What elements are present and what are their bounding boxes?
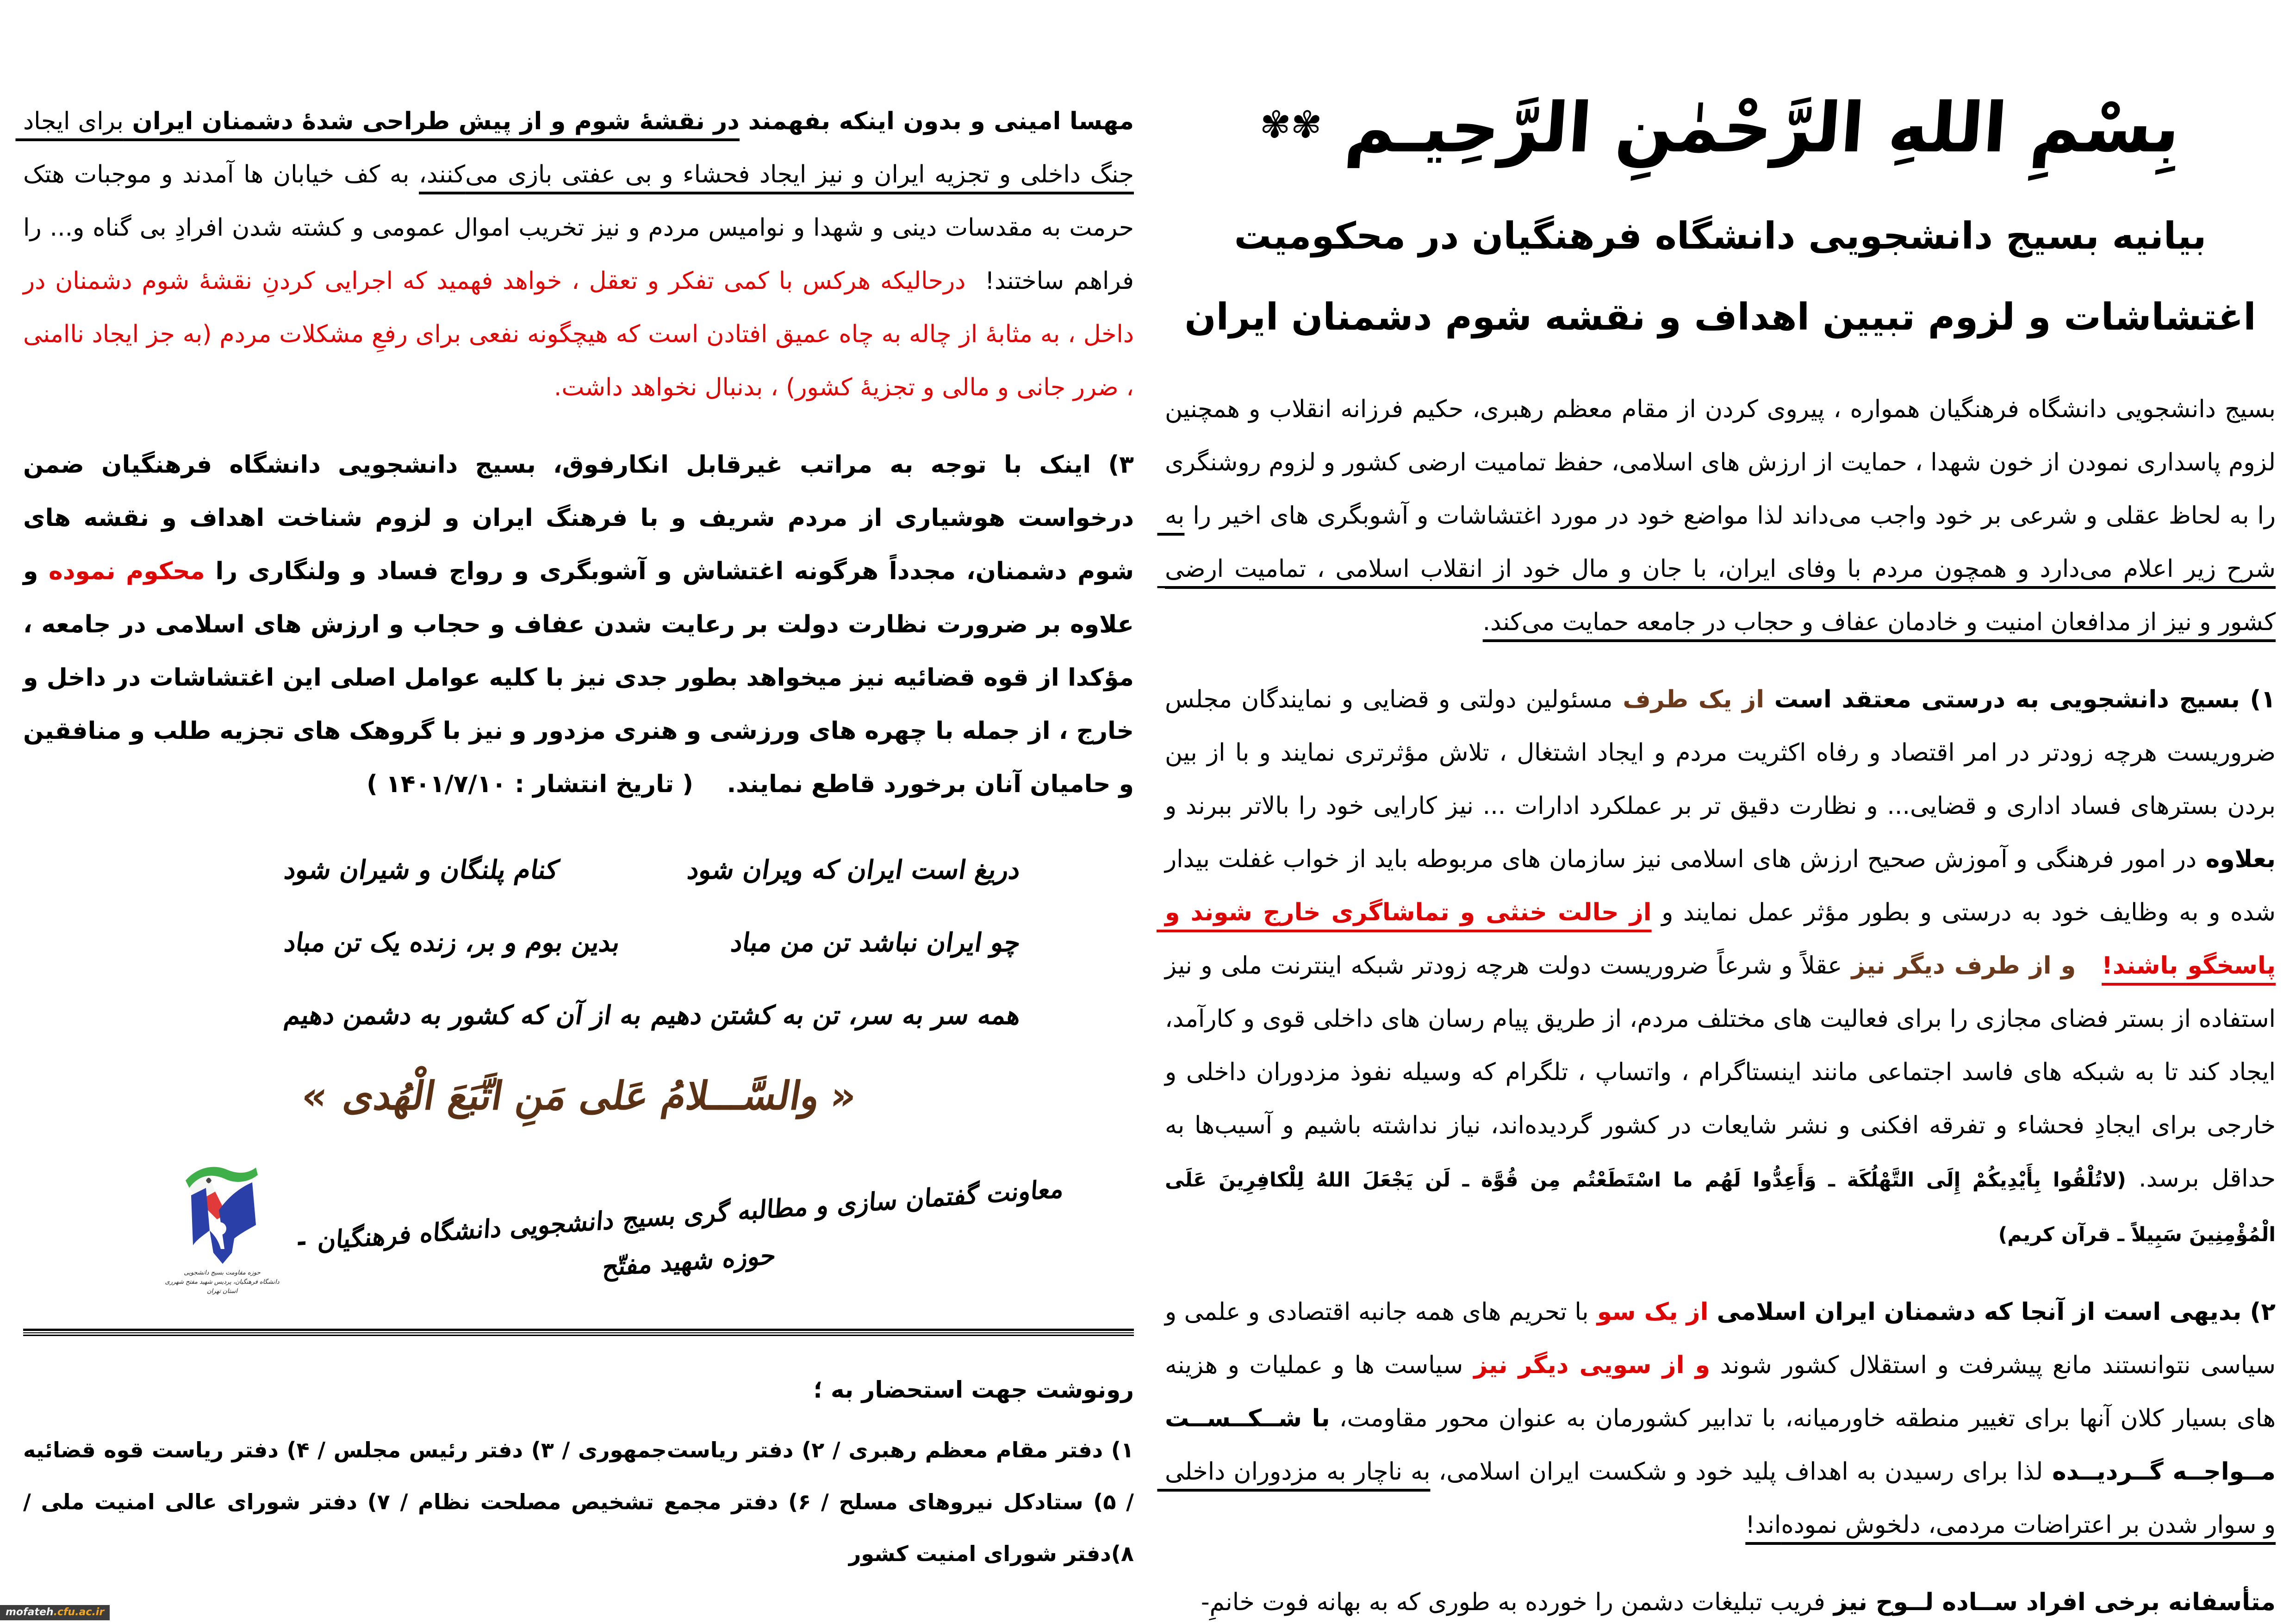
item-2-paragraph: ۲) بدیهی است از آنجا که دشمنان ایران اسلامی از یک سو با تحریم های همه جانبه اقتصادی و علمی و سیاسی نتوانستند مانع پیشرفت و استقلال کشور شوند و از سویی دیگر نیز سیاست ها و عملیات و هزینه های بسیار کلان آنها برای تغییر منطقه خاورمیانه، با تدابیر کشورمان به عنوان محور مقاومت، با شــکــســت مــواجــه گــردیــده لذا برای رسیدن به اهداف پلید خود و شکست ایران اسلامی، به ناچار به مزدوران داخلی و سوار شدن بر اعتراضات مردمی، دلخوش نموده‌اند! bbox=[1156, 1298, 2276, 1539]
signature-row bbox=[162, 1160, 1078, 1296]
poem-couplet bbox=[282, 1000, 1018, 1031]
bismillah-text: بِسْمِ اللهِ الرَّحْمٰنِ الرَّحِیـم bbox=[1343, 88, 2183, 168]
poem-hemistich-right: همه سر به سر، تن به کشتن دهیم bbox=[648, 1000, 1020, 1031]
bismillah-calligraphy bbox=[1161, 69, 2279, 172]
poem-couplet bbox=[282, 855, 1018, 885]
ferdowsi-poem bbox=[282, 855, 1018, 1031]
column-break-line: متأسفانه برخی افراد ســاده لــوح نیز فریب تبلیغات دشمن را خورده به طوری که به بهانه فوت خانمِ- bbox=[1201, 1588, 2276, 1616]
poem-hemistich-left: کنام پلنگان و شیران شود bbox=[280, 855, 559, 885]
poem-hemistich-right: دریغ است ایران که ویران شود bbox=[684, 855, 1020, 885]
right-column bbox=[1156, 69, 2276, 1624]
footer-separator-line bbox=[23, 1329, 1134, 1337]
site-watermark bbox=[0, 1605, 110, 1620]
watermark-site: mofateh bbox=[6, 1606, 54, 1618]
walsalam-calligraphy: « والسَّـــلامُ عَلی مَنِ اتَّبَعَ الْهُدی » bbox=[299, 1073, 858, 1118]
poem-hemistich-left: به از آن که کشور به دشمن دهیم bbox=[280, 1000, 641, 1031]
left-column bbox=[14, 95, 1134, 1580]
poem-hemistich-right: چو ایران نباشد تن من مباد bbox=[727, 928, 1020, 958]
item-1-paragraph: ۱) بسیج دانشجویی به درستی معتقد است از یک طرف مسئولین دولتی و قضایی و نمایندگان مجلس ضروریست هرچه زودتر در امر اقتصاد و رفاه اکثریت مردم و ایجاد اشتغال ، تلاش مؤثرتری نمایند و با از بین بردن بسترهای فساد اداری و قضایی... و نظارت دقیق تر بر عملکرد ادارات ... نیز کارایی خود را بالاتر ببرند و بعلاوه در امور فرهنگی و آموزش صحیح ارزش های اسلامی نیز سازمان های مربوطه باید از خواب غفلت بیدار شده و به وظایف خود به درستی و بطور مؤثر عمل نمایند و از حالت خنثی و تماشاگری خارج شوند و پاسخگو باشند! و از طرف دیگر نیز عقلاً و شرعاً ضروریست دولت هرچه زودتر شبکه اینترنت ملی و نیز استفاده از بستر فضای مجازی را برای فعالیت های مختلف مردم، از طریق پیام رسان های داخلی قوی و کارآمد، ایجاد کند تا به شبکه های فاسد اجتماعی مانند اینستاگرام ، واتساپ ، تلگرام که وسیله نفوذ مزدوران داخلی و خارجی برای ایجادِ فحشاء و تفرقه افکنی و نشر شایعات در کشور گردیده‌اند، نیاز نداشته باشیم و آسیب‌ها به حداقل برسد. (لاتُلْقُوا بِأَیْدِیکُمْ إِلَی التَّهْلُکَة ـ وَأَعِدُّوا لَهُم ما اسْتَطَعْتُم مِن قُوَّة ـ لَن یَجْعَلَ اللهُ لِلْکافِرِینَ عَلَی الْمُؤْمِنِینَ سَبِیلاً ـ قرآن کریم) bbox=[1156, 686, 2276, 1246]
item-3-paragraph: ۳) اینک با توجه به مراتب غیرقابل انکارفوق، بسیج دانشجویی دانشگاه فرهنگیان ضمن درخواست هوشیاری از مردم شریف و با فرهنگ ایران و لزوم شناخت اهداف و نقشه های شوم دشمنان، مجدداً هرگونه اغتشاش و آشوبگری و رواج فساد و ولنگاری را محکوم نموده و علاوه بر ضرورت نظارت دولت بر رعایت شدن عفاف و حجاب و ارزش های اسلامی در جامعه ، مؤکدا از قوه قضائیه نیز میخواهد بطور جدی نیز با کلیه عوامل اصلی این اغتشاشات در داخل و خارج ، از جمله با چهره های ورزشی و هنری مزدور و نیز با گروهک های تجزیه طلب و منافقین و حامیان آنان برخورد قاطع نمایند. ( تاریخ انتشار : ۱۴۰۱/۷/۱۰ ) bbox=[14, 451, 1134, 798]
logo-caption: حوزه مقاومت بسیج دانشجویی دانشگاه فرهنگیان، پردیس شهید مفتح شهرری استان تهران bbox=[165, 1269, 280, 1295]
watermark-domain: .cfu.ac.ir bbox=[53, 1606, 105, 1618]
continuation-paragraph: مهسا امینی و بدون اینکه بفهمند در نقشهٔ شوم و از پیش طراحی شدهٔ دشمنان ایران برای ایجاد جنگ داخلی و تجزیه ایران و نیز ایجاد فحشاء و بی عفتی بازی می‌کنند، به کف خیابان ها آمدند و موجبات هتک حرمت به مقدسات دینی و شهدا و نوامیس مردم و نیز تخریب اموال عمومی و کشته شدن افرادِ بی گناه و... را فراهم ساختند! درحالیکه هرکس با کمی تفکر و تعقل ، خواهد فهمید که اجرایی کردنِ نقشهٔ شوم دشمنان در داخل ، به مثابهٔ از چاله به چاه عمیق افتادن است که هیچگونه نفعی برای رفعِ مشکلات مردم (به جز ایجاد ناامنی ، ضرر جانی و مالی و تجزیهٔ کشور) ، بدنبال نخواهد داشت. bbox=[15, 107, 1134, 401]
poem-couplet bbox=[282, 928, 1018, 958]
farhangian-university-logo-icon bbox=[178, 1260, 266, 1268]
copy-distribution-heading: رونوشت جهت استحضار به ؛ bbox=[813, 1376, 1134, 1403]
logo-box bbox=[162, 1160, 282, 1296]
statement-title: بیانیه بسیج دانشجویی دانشگاه فرهنگیان در محکومیت اغتشاشات و لزوم تبیین اهداف و نقشه شوم دشمنان ایران bbox=[1184, 214, 2256, 338]
intro-paragraph: بسیج دانشجویی دانشگاه فرهنگیان همواره ، پیروی کردن از مقام معظم رهبری، حکیم فرزانه انقلاب و همچنین لزوم پاسداری نمودن از خون شهدا ، حمایت از ارزش های اسلامی، حفظ تمامیت ارضی کشور و لزوم روشنگری را به لحاظ عقلی و شرعی بر خود واجب می‌داند لذا مواضع خود در مورد اغتشاشات و آشوبگری های اخیر را به شرح زیر اعلام می‌دارد و همچون مردم با وفای ایران، با جان و مال خود از انقلاب اسلامی ، تمامیت ارضی کشور و نیز از مدافعان امنیت و خادمان عفاف و حجاب در جامعه حمایت می‌کند. bbox=[1157, 395, 2276, 636]
signature-line: معاونت گفتمان سازی و مطالبه گری بسیج دانشجویی دانشگاه فرهنگیان - حوزه شهید مفتّح bbox=[294, 1174, 1064, 1282]
rosette-ornament-icon: ✾✾ bbox=[1258, 103, 1324, 146]
poem-hemistich-left: بدین بوم و بر، زنده یک تن مباد bbox=[280, 928, 620, 958]
distribution-list: ۱) دفتر مقام معظم رهبری / ۲) دفتر ریاست‌جمهوری / ۳) دفتر رئیس مجلس / ۴) دفتر ریاست قوه قضائیه / ۵) ستادکل نیروهای مسلح / ۶) دفتر مجمع تشخیص مصلحت نظام / ۷) دفتر شورای عالی امنیت ملی / ۸)دفتر شورای امنیت کشور bbox=[23, 1437, 1134, 1566]
